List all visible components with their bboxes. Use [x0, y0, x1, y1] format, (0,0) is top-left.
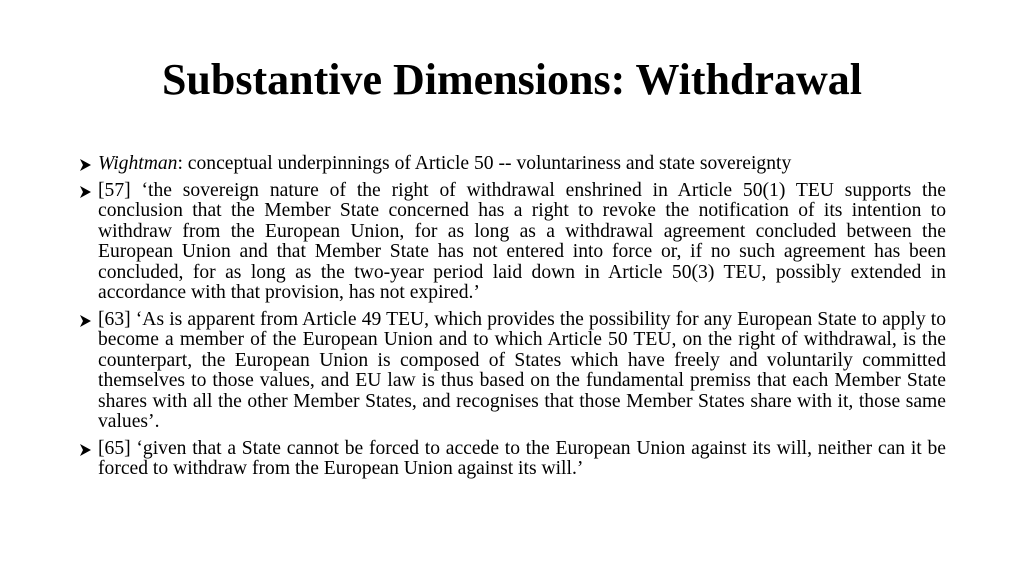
bullet-item-wightman	[76, 154, 946, 175]
slide-title: Substantive Dimensions: Withdrawal	[161, 55, 863, 104]
bullet-item-paragraph-65	[76, 439, 946, 480]
arrowhead-bullet-icon	[78, 185, 92, 199]
arrowhead-bullet-icon	[78, 443, 92, 457]
arrowhead-bullet-icon	[78, 158, 92, 172]
bullet-text: : conceptual underpinnings of Article 50 -- voluntariness and state sovereignty	[177, 153, 792, 174]
bullet-text: [65] ‘given that a State cannot be forced to accede to the European Union against its will, neither can it be forced to withdraw from the European Union against its will.’	[98, 437, 946, 479]
arrowhead-bullet-icon	[78, 314, 92, 328]
bullet-text: [63] ‘As is apparent from Article 49 TEU, which provides the possibility for any European State to apply to become a member of the European Union and to which Article 50 TEU, on the right of withdrawal, is the counterpart, the European Union is composed of States which have freely and voluntarily committed themselves to those values, and EU law is thus based on the fundamental premiss that each Member State shares with all the other Member States, and recognises that those Member States share with it, those same values’.	[98, 308, 946, 432]
case-name: Wightman	[98, 153, 178, 174]
bullet-item-paragraph-63	[76, 310, 946, 433]
bullet-text: [57] ‘the sovereign nature of the right of withdrawal enshrined in Article 50(1) TEU supports the conclusion that the Member State concerned has a right to revoke the notification of its intention to withdraw from the European Union, for as long as a withdrawal agreement concluded between the European Union and that Member State has not entered into force or, if no such agreement has been concluded, for as long as the two-year period laid down in Article 50(3) TEU, possibly extended in accordance with that provision, has not expired.’	[98, 179, 946, 303]
bullet-list	[76, 154, 946, 486]
bullet-item-paragraph-57	[76, 181, 946, 304]
